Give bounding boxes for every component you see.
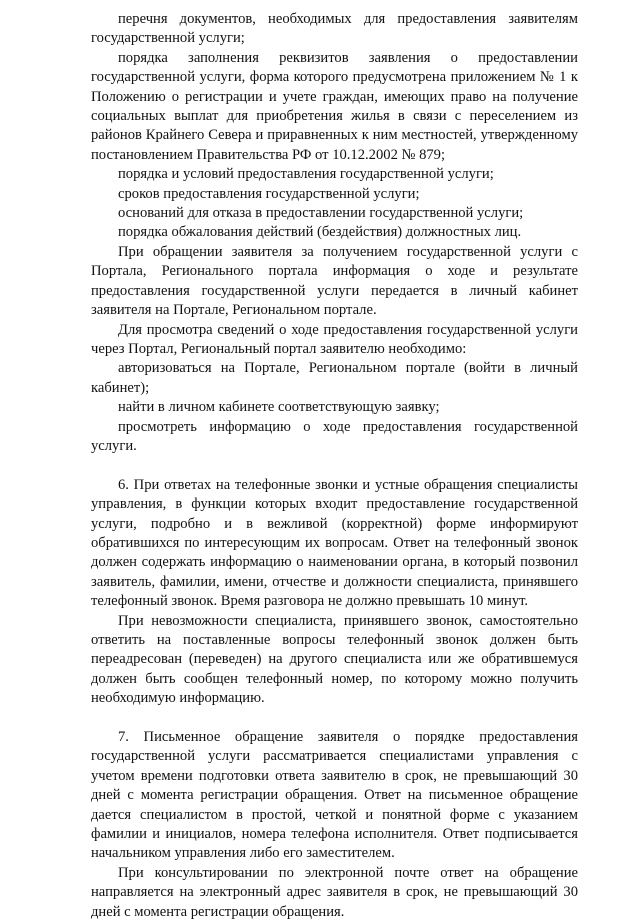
paragraph: найти в личном кабинете соответствующую заявку;	[118, 399, 440, 416]
paragraph-gap	[91, 456, 578, 475]
paragraph: Для просмотра сведений о ходе предоставления государственной услуги через Портал, Региональный портал заявителю необходимо:	[91, 321, 578, 357]
paragraph: перечня документов, необходимых для предоставления заявителям государственной услуги;	[91, 11, 578, 47]
paragraph: просмотреть информацию о ходе предоставления государственной услуги.	[91, 418, 578, 454]
paragraph: авторизоваться на Портале, Региональном портале (войти в личный кабинет);	[91, 360, 578, 396]
paragraph: При обращении заявителя за получением государственной услуги с Портала, Регионального портала информация о ходе и результате предоставления государственной услуги передается в личный кабинет заявителя на Портале, Региональном портале.	[91, 243, 578, 319]
paragraph: При консультировании по электронной почте ответ на обращение направляется на электронный адрес заявителя в срок, не превышающий 30 дней с момента регистрации обращения.	[91, 864, 578, 920]
paragraph: 6. При ответах на телефонные звонки и устные обращения специалисты управления, в функции которых входит предоставление государственной услуги, подробно и в вежливой (корректной) форме информируют обратившихся по интересующим их вопросам. Ответ на телефонный звонок должен содержать информацию о наименовании органа, в который позвонил заявитель, фамилии, имени, отчестве и должности специалиста, принявшего телефонный звонок. Время разговора не должно превышать 10 минут.	[91, 476, 578, 610]
paragraph: порядка обжалования действий (бездействия) должностных лиц.	[118, 224, 522, 241]
document-body	[91, 10, 578, 922]
paragraph: порядка и условий предоставления государственной услуги;	[118, 166, 494, 183]
paragraph: оснований для отказа в предоставлении государственной услуги;	[118, 205, 524, 222]
paragraph: порядка заполнения реквизитов заявления о предоставлении государственной услуги, форма которого предусмотрена приложением № 1 к Положению о регистрации и учете граждан, имеющих право на получение социальных выплат для приобретения жилья в связи с переселением из районов Крайнего Севера и приравненных к ним местностей, утвержденному постановлением Правительства РФ от 10.12.2002 № 879;	[91, 49, 578, 163]
paragraph-gap	[91, 709, 578, 728]
paragraph: сроков предоставления государственной услуги;	[118, 185, 420, 202]
paragraph: 7. Письменное обращение заявителя о порядке предоставления государственной услуги рассматривается специалистами управления с учетом времени подготовки ответа заявителю в срок, не превышающий 30 дней с момента регистрации обращения. Ответ на письменное обращение дается специалистом в простой, четкой и понятной форме с указанием фамилии и инициалов, номера телефона исполнителя. Ответ подписывается начальником управления либо его заместителем.	[91, 729, 578, 862]
paragraph: При невозможности специалиста, принявшего звонок, самостоятельно ответить на поставленные вопросы телефонный звонок должен быть переадресован (переведен) на другого специалиста или же обратившемуся должен быть сообщен телефонный номер, по которому можно получить необходимую информацию.	[91, 612, 578, 707]
